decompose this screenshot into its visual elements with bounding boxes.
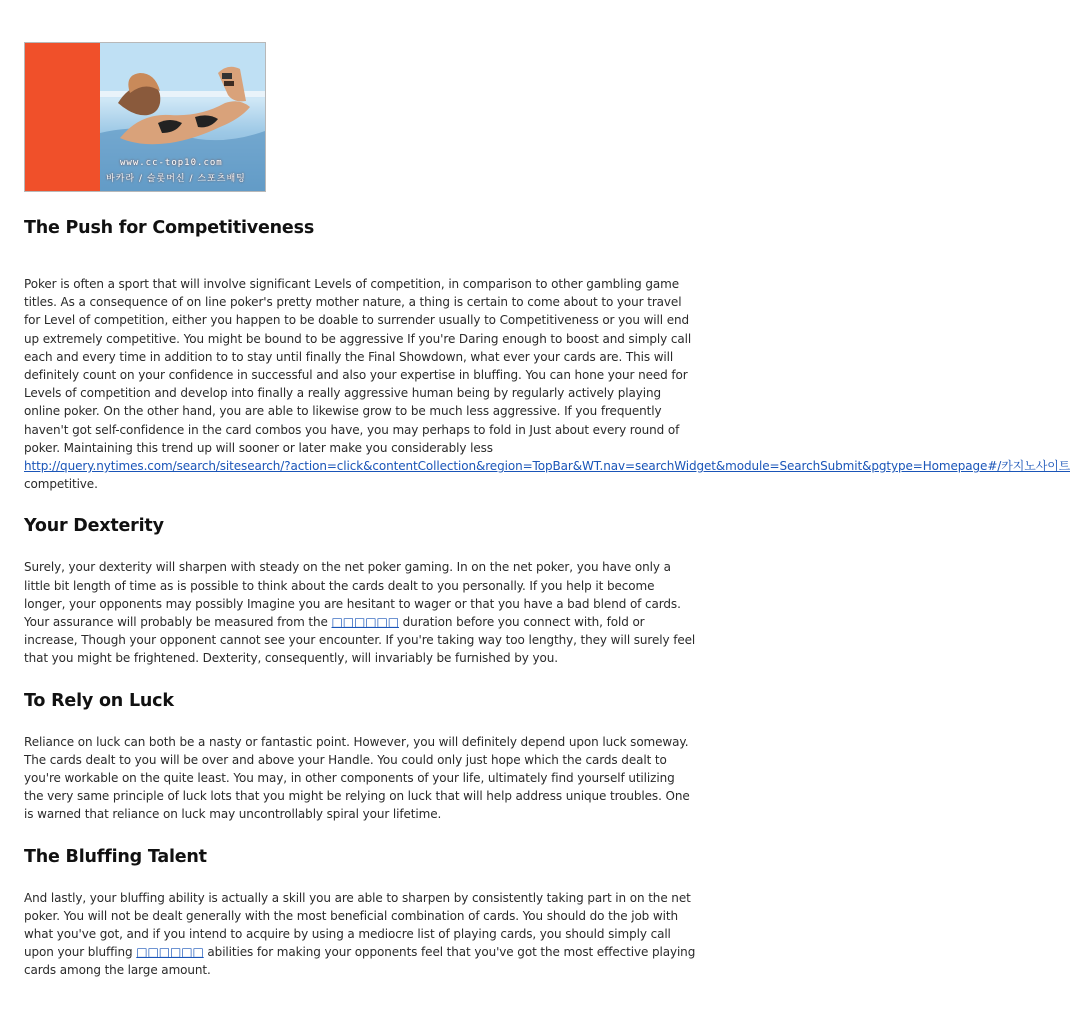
section-heading-bluffing: The Bluffing Talent xyxy=(24,846,207,867)
paragraph-text: And lastly, your bluffing ability is actually a skill you are able to sharpen by consistently taking part in on the net poker. You will not be dealt generally with the most beneficial combination of cards. You should do the job with what you've got, and if you intend to acquire by using a mediocre list of playing cards, you should simply call upon your bluffing xyxy=(24,890,691,960)
paragraph-text: abilities for making your opponents feel that you've got the most effective playing cards among the large amount. xyxy=(24,945,696,978)
hero-photo xyxy=(100,43,265,191)
article xyxy=(24,42,1070,980)
section-heading-luck: To Rely on Luck xyxy=(24,690,174,711)
paragraph-text: competitive. xyxy=(24,477,98,492)
nytimes-link[interactable]: http://query.nytimes.com/search/sitesearch/?action=click&contentCollection&region=TopBar&WT.nav=searchWidget&module=SearchSubmit&pgtype=Homepage#/카지노사이트 xyxy=(24,459,1070,474)
paragraph-text: Surely, your dexterity will sharpen with steady on the net poker gaming. In on the net poker, you have only a little bit length of time as is possible to think about the cards dealt to you personally. If you help it become longer, your opponents may possibly Imagine you are hesitant to wager or that you have a bad blend of cards. Your assurance will probably be measured from the xyxy=(24,560,681,630)
section-paragraph-dexterity xyxy=(24,558,696,667)
hero-orange-panel xyxy=(25,43,100,191)
inline-link[interactable]: □□□□□□ xyxy=(331,615,399,630)
paragraph-text: Poker is often a sport that will involve significant Levels of competition, in comparison to other gambling game titles. As a consequence of on line poker's pretty mother nature, a thing is certain to come about to your travel for Level of competition, either you happen to be doable to surrender usually to Competitiveness or you will end up extremely competitive. You might be bound to be aggressive If you're Daring enough to boost and simply call each and every time in addition to to stay until finally the Final Showdown, what ever your cards are. This will definitely count on your confidence in successful and also your expertise in bluffing. You can hone your need for Levels of competition and develop into finally a really aggressive human being by regularly actively playing online poker. On the other hand, you are able to likewise grow to be much less aggressive. If you frequently haven't got self-confidence in the card combos you have, you may perhaps to fold in Just about every round of poker. Maintaining this trend up will sooner or later make you considerably less xyxy=(24,277,692,455)
section-paragraph-luck: Reliance on luck can both be a nasty or fantastic point. However, you will definitely depend upon luck someway. The cards dealt to you will be over and above your Handle. You could only just hope which the cards dealt to you're workable on the quite least. You may, in other components of your life, ultimately find yourself utilizing the very same principle of luck lots that you might be relying on luck that will help address unique troubles. One is warned that reliance on luck may uncontrollably spiral your lifetime. xyxy=(24,734,690,822)
section-heading-competitiveness: The Push for Competitiveness xyxy=(24,218,315,238)
section-paragraph-bluffing xyxy=(24,889,696,980)
section-paragraph-competitiveness xyxy=(24,275,1070,493)
paragraph-text: duration before you connect with, fold or increase, Though your opponent cannot see your encounter. If you're taking way too lengthy, they will surely feel that you might be frightened. Dexterity, consequently, will invariably be furnished by you. xyxy=(24,615,696,666)
section-heading-dexterity: Your Dexterity xyxy=(24,516,164,537)
inline-link[interactable]: □□□□□□ xyxy=(136,945,204,960)
hero-tagline: 바카라 / 슬롯머신 / 스포츠배팅 xyxy=(106,174,246,184)
hero-site-text: www.cc-top10.com xyxy=(120,158,223,168)
hero-image xyxy=(24,42,266,192)
hero-illustration xyxy=(100,43,265,191)
